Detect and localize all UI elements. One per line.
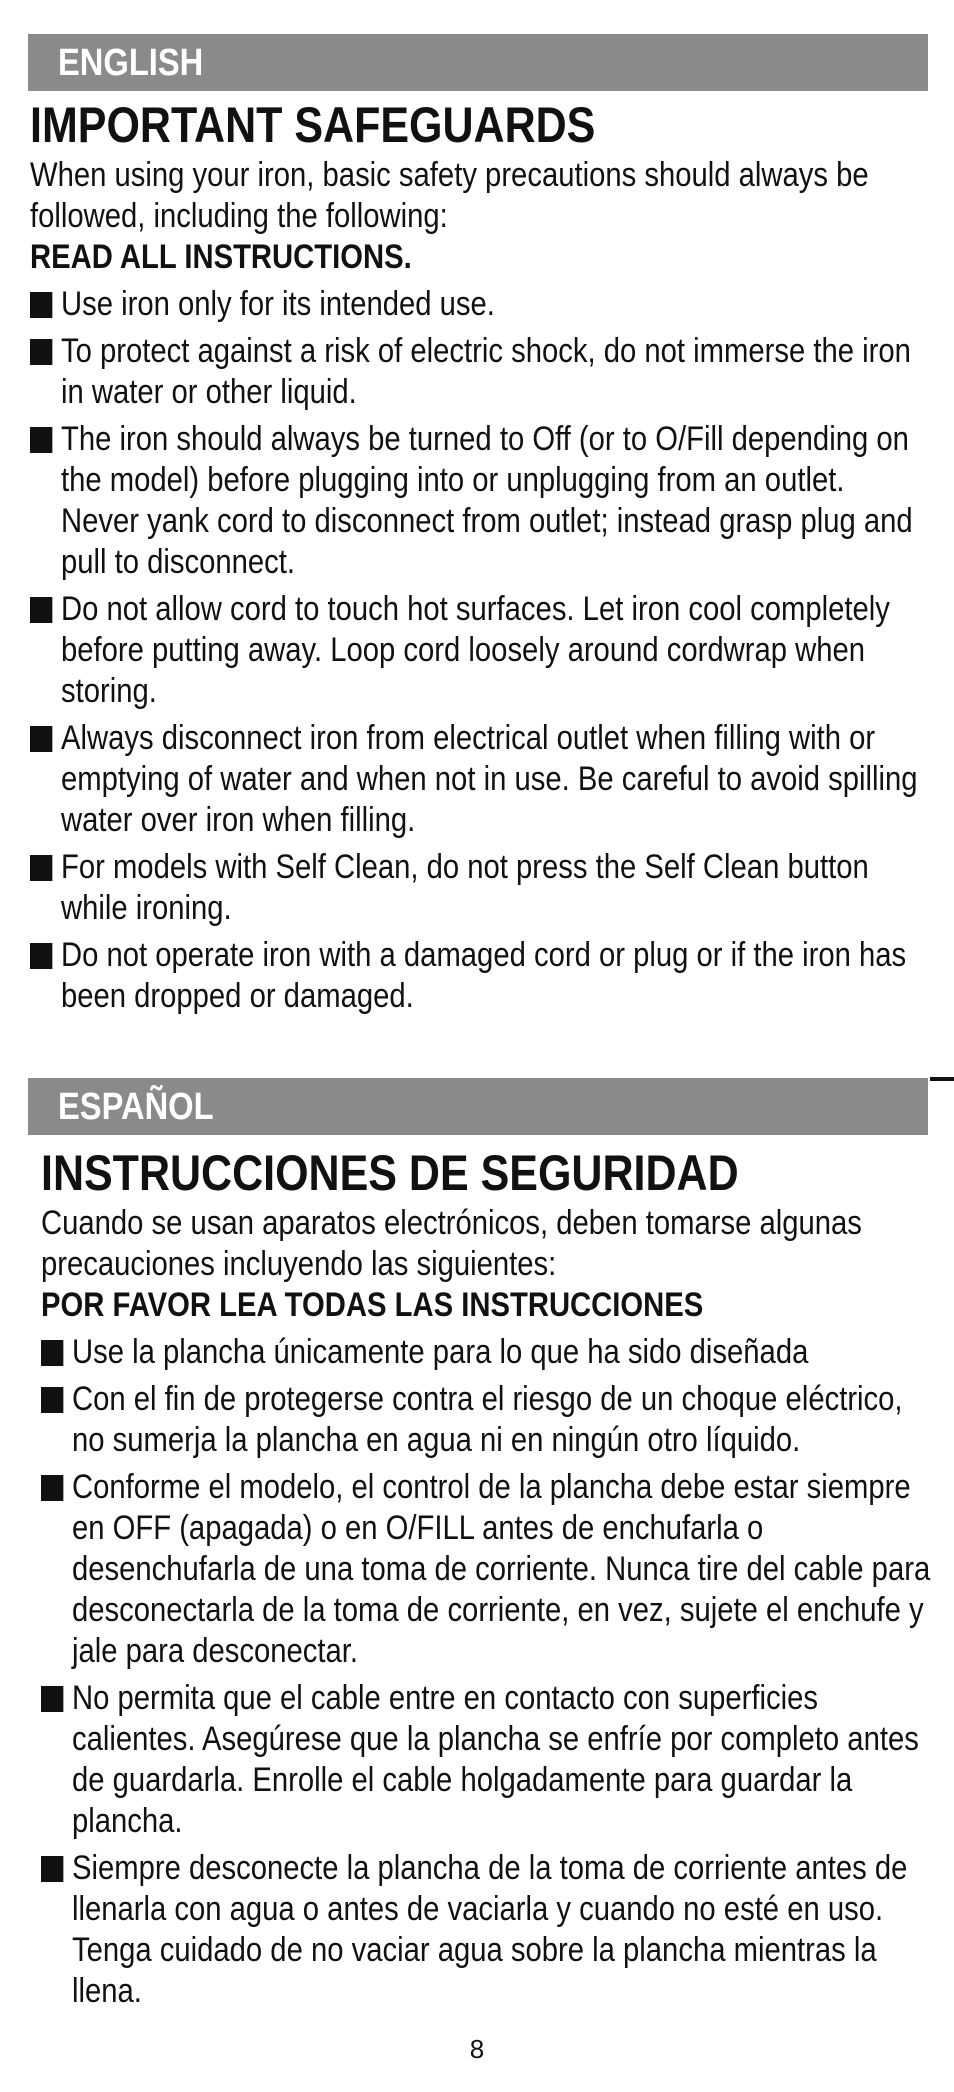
spanish-language-bar — [28, 1078, 928, 1135]
black-square-bullet-icon — [41, 1686, 63, 1712]
spanish-safeguard-list — [41, 1332, 941, 2012]
black-square-bullet-icon — [30, 943, 52, 969]
list-item — [41, 1379, 941, 1461]
black-square-bullet-icon — [41, 1856, 63, 1882]
list-item-text: Use la plancha únicamente para lo que ha sido diseñada — [71, 1333, 809, 1371]
english-language-bar — [28, 34, 928, 91]
list-item-text: To protect against a risk of electric shock, do not immerse the iron in water or other liquid. — [60, 332, 911, 411]
spanish-language-label: ESPAÑOL — [58, 1086, 214, 1128]
list-item-text: The iron should always be turned to Off (or to O/Fill depending on the model) before plugging into or unplugging from an outlet. Never yank cord to disconnect from outlet; instead grasp plug and pull to disconnect. — [60, 420, 913, 581]
black-square-bullet-icon — [30, 597, 52, 623]
black-square-bullet-icon — [41, 1475, 63, 1501]
list-item-text: Always disconnect iron from electrical outlet when filling with or emptying of water and when not in use. Be careful to avoid spilling water over iron when filling. — [60, 719, 918, 839]
black-square-bullet-icon — [30, 339, 52, 365]
black-square-bullet-icon — [30, 855, 52, 881]
list-item — [41, 1678, 941, 1842]
list-item — [30, 419, 930, 583]
spanish-safeguards-section — [41, 1143, 941, 2012]
english-read-all-notice: READ ALL INSTRUCTIONS. — [30, 238, 412, 276]
black-square-bullet-icon — [30, 292, 52, 318]
spanish-intro: Cuando se usan aparatos electrónicos, deben tomarse algunas precauciones incluyendo las siguientes: — [41, 1204, 862, 1283]
english-safeguards-section — [30, 95, 930, 1017]
english-language-label: ENGLISH — [58, 42, 204, 84]
list-item — [30, 284, 930, 325]
list-item-text: Conforme el modelo, el control de la plancha debe estar siempre en OFF (apagada) o en O/FILL antes de enchufarla o desenchufarla de una toma de corriente. Nunca tire del cable para desconectarla de la toma de corriente, en vez, sujete el enchufe y jale para desconectar. — [71, 1468, 931, 1670]
list-item — [30, 935, 930, 1017]
black-square-bullet-icon — [41, 1387, 63, 1413]
list-item-text: Do not operate iron with a damaged cord or plug or if the iron has been dropped or damaged. — [60, 936, 907, 1015]
english-intro: When using your iron, basic safety precautions should always be followed, including the following: — [30, 156, 869, 235]
spanish-title: INSTRUCCIONES DE SEGURIDAD — [41, 1145, 739, 1201]
list-item-text: Use iron only for its intended use. — [60, 285, 495, 323]
list-item — [41, 1848, 941, 2012]
list-item — [30, 589, 930, 712]
list-item-text: Do not allow cord to touch hot surfaces. Let iron cool completely before putting away. Loop cord loosely around cordwrap when storing. — [60, 590, 890, 710]
margin-tick-mark — [930, 1077, 954, 1081]
black-square-bullet-icon — [30, 726, 52, 752]
list-item — [30, 331, 930, 413]
black-square-bullet-icon — [30, 427, 52, 453]
list-item — [41, 1467, 941, 1672]
list-item-text: Siempre desconecte la plancha de la toma de corriente antes de llenarla con agua o antes de vaciarla y cuando no esté en uso. Tenga cuidado de no vaciar agua sobre la plancha mientras la llena. — [71, 1849, 908, 2010]
spanish-read-all-notice: POR FAVOR LEA TODAS LAS INSTRUCCIONES — [41, 1286, 704, 1324]
list-item-text: No permita que el cable entre en contacto con superficies calientes. Asegúrese que la plancha se enfríe por completo antes de guardarla. Enrolle el cable holgadamente para guardar la plancha. — [71, 1679, 919, 1840]
list-item — [30, 718, 930, 841]
list-item-text: For models with Self Clean, do not press the Self Clean button while ironing. — [60, 848, 869, 927]
list-item — [41, 1332, 941, 1373]
list-item — [30, 847, 930, 929]
black-square-bullet-icon — [41, 1340, 63, 1366]
english-safeguard-list — [30, 284, 930, 1017]
page-number: 8 — [469, 2034, 485, 2064]
list-item-text: Con el fin de protegerse contra el riesgo de un choque eléctrico, no sumerja la plancha en agua ni en ningún otro líquido. — [71, 1380, 903, 1459]
english-title: IMPORTANT SAFEGUARDS — [30, 97, 596, 153]
